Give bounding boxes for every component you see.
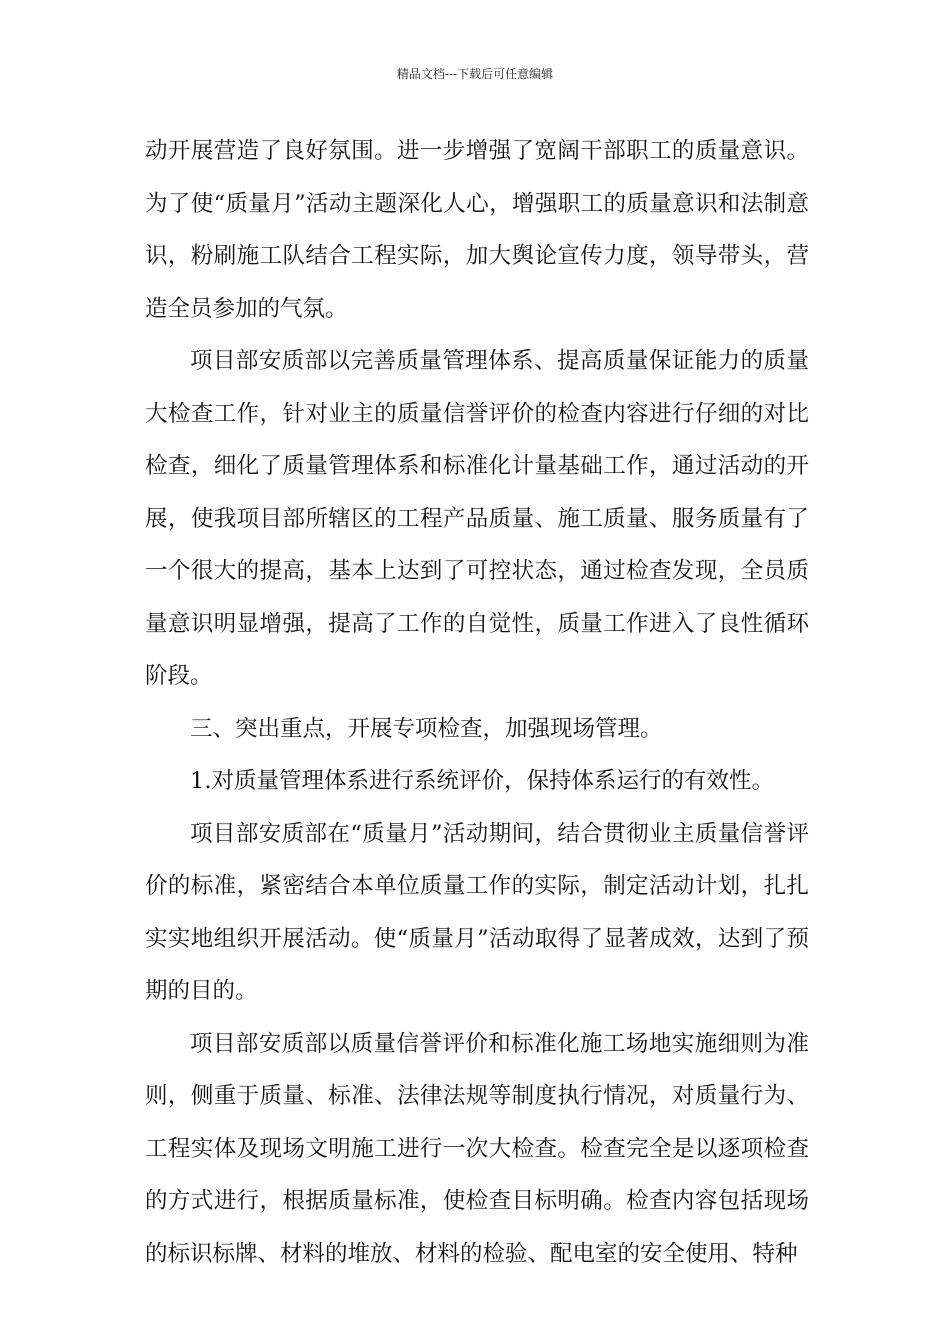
paragraph-1: 动开展营造了良好氛围。进一步增强了宽阔干部职工的质量意识。为了使“质量月”活动主题深化人心，增强职工的质量意识和法制意识，粉刷施工队结合工程实际，加大舆论宣传力度，领导带头，营造全员参加的气氛。 bbox=[145, 138, 809, 322]
subheading-1: 1.对质量管理体系进行系统评价，保持体系运行的有效性。 bbox=[190, 768, 774, 794]
paragraph-6: 项目部安质部以质量信誉评价和标准化施工场地实施细则为准则，侧重于质量、标准、法律法规等制度执行情况，对质量行为、工程实体及现场文明施工进行一次大检查。检查完全是以逐项检查的方式进行，根据质量标准，使检查目标明确。检查内容包括现场的标识标牌、材料的堆放、材料的检验、配电室的安全使用、特种 bbox=[145, 1030, 809, 1267]
paragraph-2: 项目部安质部以完善质量管理体系、提高质量保证能力的质量大检查工作，针对业主的质量信誉评价的检查内容进行仔细的对比检查，细化了质量管理体系和标准化计量基础工作，通过活动的开展，使我项目部所辖区的工程产品质量、施工质量、服务质量有了一个很大的提高，基本上达到了可控状态，通过检查发现，全员质量意识明显增强，提高了工作的自觉性，质量工作进入了良性循环阶段。 bbox=[145, 348, 809, 689]
document-body bbox=[145, 125, 809, 1280]
section-heading-3: 三、突出重点，开展专项检查，加强现场管理。 bbox=[190, 715, 663, 742]
page-header: 精品文档---下载后可任意编辑 bbox=[396, 67, 554, 81]
paragraph-5: 项目部安质部在“质量月”活动期间，结合贯彻业主质量信誉评价的标准，紧密结合本单位质量工作的实际，制定活动计划，扎扎实实地组织开展活动。使“质量月”活动取得了显著成效，达到了预期的目的。 bbox=[145, 820, 809, 1004]
